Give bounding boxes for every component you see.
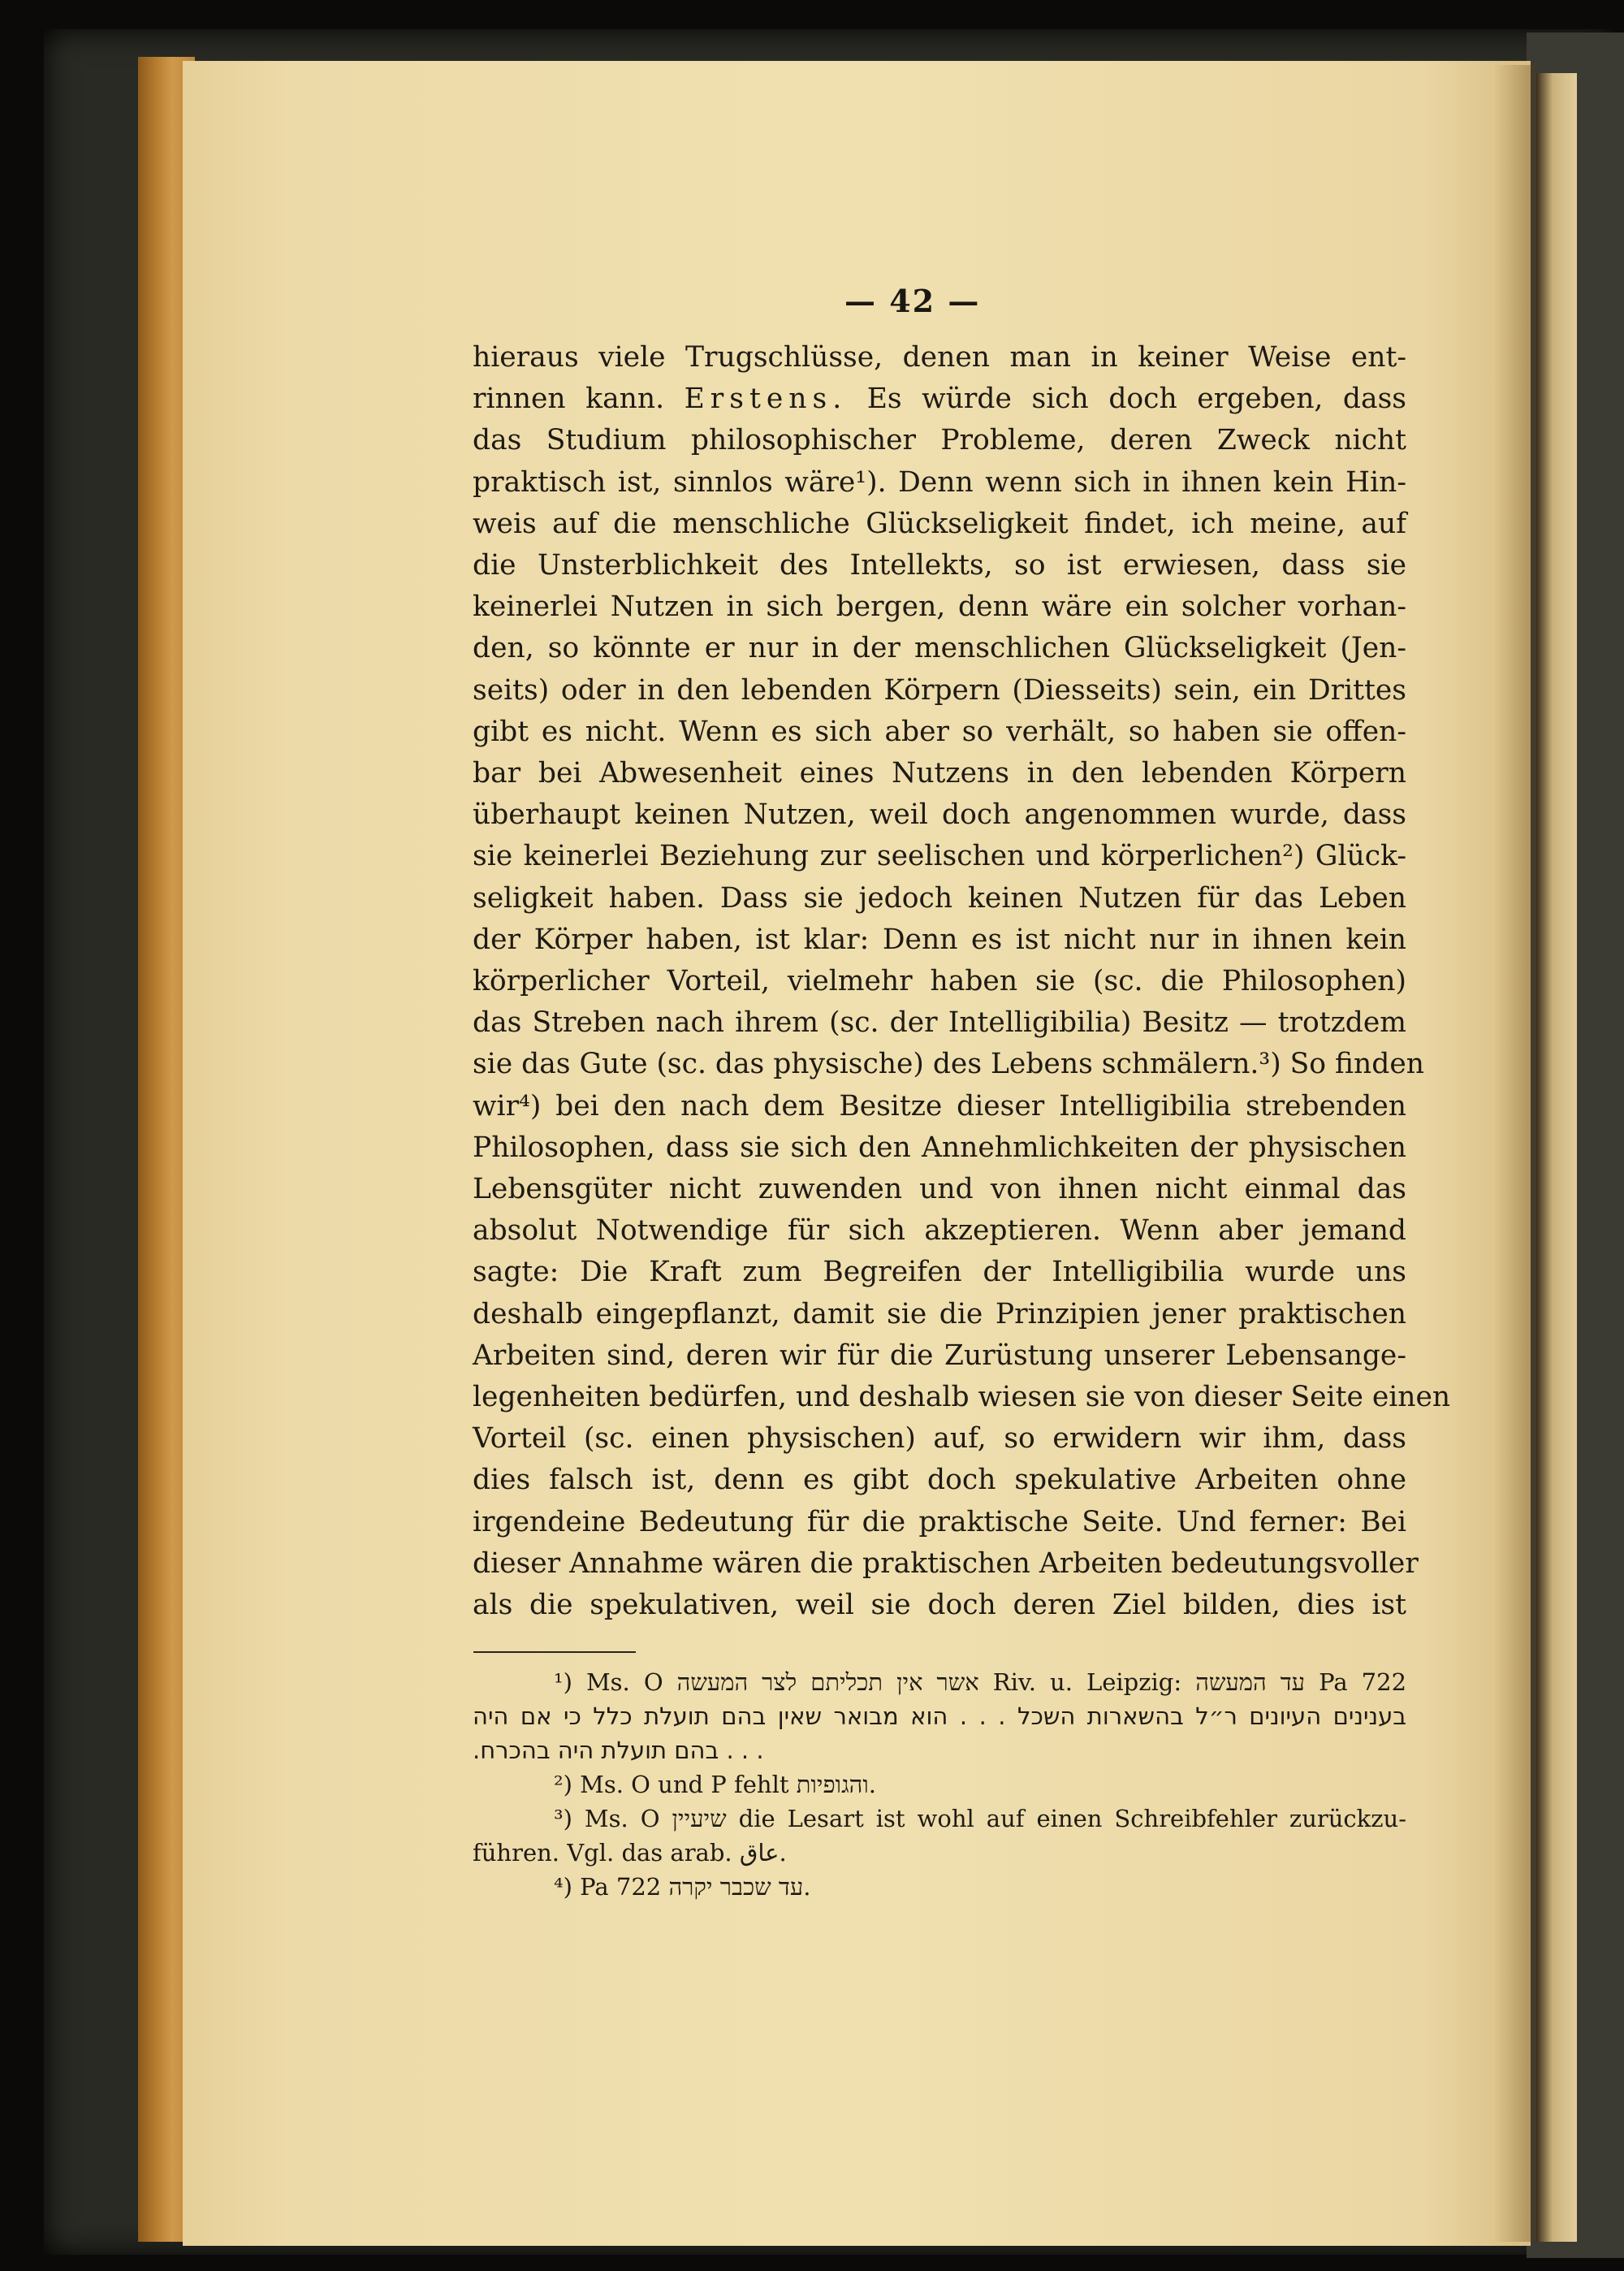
footnote-1-hebrew: בענינים העיונים ר״ל בהשארות השכל . . . הוא מבואר שאין בהם תועלת כלל כי אם היה — [473, 1702, 1406, 1730]
text-line: gibt es nicht. Wenn es sich aber so verhält, so haben sie offen- — [473, 715, 1406, 748]
text-line: legenheiten bedürfen, und deshalb wiesen sie von dieser Seite einen — [473, 1381, 1451, 1414]
text-line: dieser Annahme wären die praktischen Arbeiten bedeutungsvoller — [473, 1546, 1419, 1580]
text-line: sagte: Die Kraft zum Begreifen der Intelligibilia wurde uns — [473, 1256, 1406, 1289]
text-line: Arbeiten sind, deren wir für die Zurüstung unserer Lebensange- — [473, 1339, 1406, 1372]
page-gutter-shadow — [1494, 65, 1535, 2242]
emphasis-erstens: Erstens. — [684, 383, 848, 416]
text-line-end: Es würde sich doch ergeben, dass — [866, 383, 1406, 416]
text-line-start: rinnen kann. — [473, 383, 665, 416]
footnote-3-cont: führen. Vgl. das arab. عاق. — [473, 1839, 787, 1867]
text-line: dies falsch ist, denn es gibt doch spekulative Arbeiten ohne — [473, 1464, 1406, 1497]
facing-page-edge — [1536, 73, 1577, 2242]
text-line: weis auf die menschliche Glückseligkeit findet, ich meine, auf — [473, 507, 1406, 540]
text-line: körperlicher Vorteil, vielmehr haben sie (sc. die Philosophen) — [473, 965, 1406, 998]
text-line: den, so könnte er nur in der menschlichen Glückseligkeit (Jen- — [473, 632, 1406, 665]
text-line: das Streben nach ihrem (sc. der Intelligibilia) Besitz — trotzdem — [473, 1006, 1406, 1040]
text-line: das Studium philosophischer Probleme, deren Zweck nicht — [473, 424, 1406, 457]
text-line: deshalb eingepflanzt, damit sie die Prinzipien jener praktischen — [473, 1297, 1406, 1330]
text-line: bar bei Abwesenheit eines Nutzens in den lebenden Körpern — [473, 757, 1406, 790]
text-line — [473, 378, 1406, 420]
footnote-rule — [473, 1651, 636, 1653]
text-line: wir⁴) bei den nach dem Besitze dieser Intelligibilia strebenden — [473, 1089, 1406, 1123]
footnote-3: ³) Ms. O שיעיין die Lesart ist wohl auf einen Schreibfehler zurückzu- — [554, 1805, 1406, 1832]
text-line: seits) oder in den lebenden Körpern (Diesseits) sein, ein Drittes — [473, 673, 1406, 707]
body-text — [473, 337, 1451, 1626]
text-line: praktisch ist, sinnlos wäre¹). Denn wenn sich in ihnen kein Hin- — [473, 465, 1406, 499]
text-line: die Unsterblichkeit des Intellekts, so ist erwiesen, dass sie — [473, 549, 1406, 582]
text-line: Vorteil (sc. einen physischen) auf, so erwidern wir ihm, dass — [473, 1422, 1406, 1456]
text-line: Philosophen, dass sie sich den Annehmlichkeiten der physischen — [473, 1131, 1406, 1164]
text-line: als die spekulativen, weil sie doch deren Ziel bilden, dies ist — [473, 1589, 1406, 1622]
footnote-2: ²) Ms. O und P fehlt והגופיות. — [554, 1771, 876, 1798]
text-line: absolut Notwendige für sich akzeptieren. Wenn aber jemand — [473, 1214, 1406, 1248]
text-line: der Körper haben, ist klar: Denn es ist nicht nur in ihnen kein — [473, 923, 1406, 956]
text-line: sie das Gute (sc. das physische) des Lebens schmälern.³) So finden — [473, 1048, 1424, 1081]
text-line: keinerlei Nutzen in sich bergen, denn wäre ein solcher vorhan- — [473, 590, 1406, 624]
page-number: — 42 — — [844, 283, 981, 319]
text-line: überhaupt keinen Nutzen, weil doch angenommen wurde, dass — [473, 798, 1406, 832]
text-line: seligkeit haben. Dass sie jedoch keinen Nutzen für das Leben — [473, 881, 1406, 915]
text-line: irgendeine Bedeutung für die praktische Seite. Und ferner: Bei — [473, 1505, 1406, 1538]
text-line: Lebensgüter nicht zuwenden und von ihnen nicht einmal das — [473, 1173, 1406, 1206]
footnote-4: ⁴) Pa 722 עד שכבר יקרה. — [554, 1873, 811, 1901]
text-line: sie keinerlei Beziehung zur seelischen und körperlichen²) Glück- — [473, 840, 1406, 873]
footnote-1: ¹) Ms. O אשר אין תכליתם לצר המעשה Riv. u. Leipzig: עד המעשה Pa 722 — [554, 1668, 1407, 1696]
footnotes — [473, 1665, 1406, 1904]
footnote-1-hebrew-end: . . . בהם תועלת היה בהכרח. — [473, 1737, 764, 1764]
text-line: hieraus viele Trugschlüsse, denen man in keiner Weise ent- — [473, 341, 1406, 374]
